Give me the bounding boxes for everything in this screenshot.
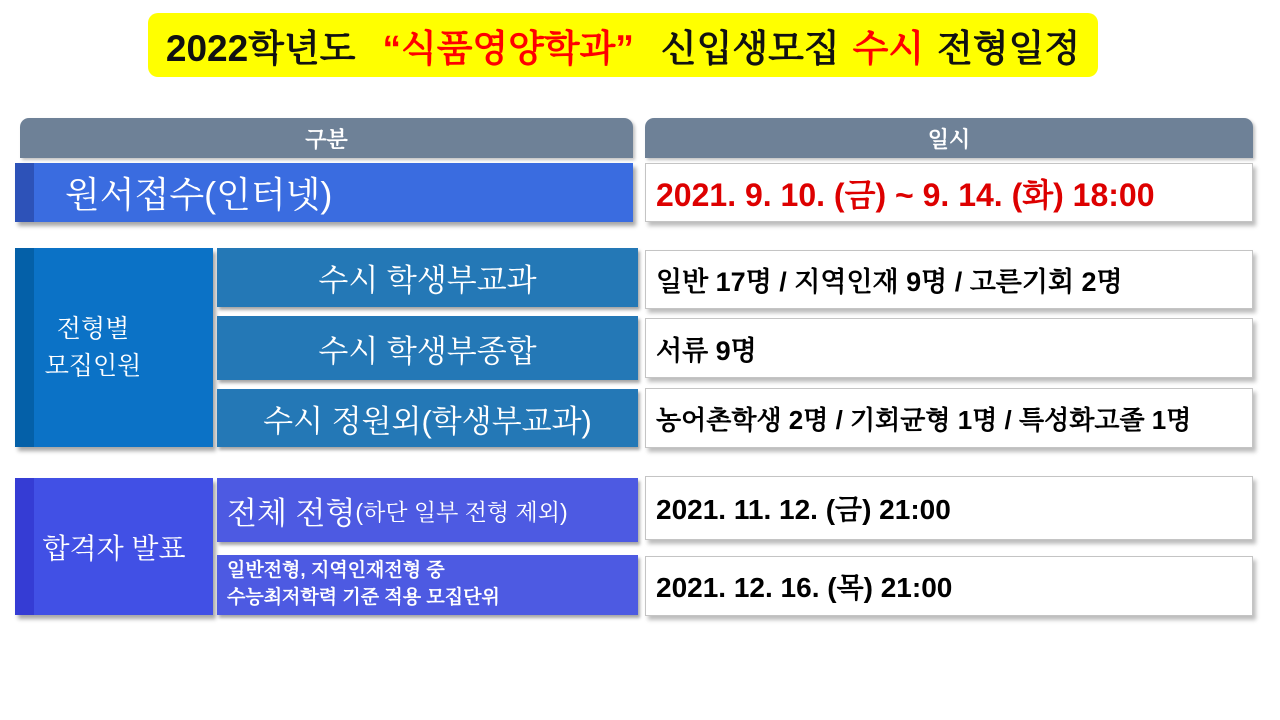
quota-row-jonghap-value: 서류 9명: [656, 335, 757, 366]
announce-left-stripe: [15, 478, 34, 615]
title-banner: [148, 13, 1098, 77]
title-segment-susi: 수시: [852, 28, 925, 69]
quota-group-cell: [15, 248, 213, 447]
announce-group-label: 합격자 발표: [42, 532, 186, 564]
title-segment-department: “식품영양학과”: [382, 28, 634, 69]
application-label: 원서접수(인터넷): [65, 174, 333, 215]
quota-row-jonghap-label: 수시 학생부종합: [217, 316, 638, 380]
announce-row-minimum-label: [227, 558, 500, 611]
quota-row-jungwonoe-value-cell: [645, 388, 1253, 448]
application-label-cell: [15, 163, 633, 222]
quota-row-jonghap-value-cell: [645, 318, 1253, 378]
announce-row-minimum-value: 2021. 12. 16. (목) 21:00: [656, 572, 953, 603]
announce-row-minimum-label-line2: 수능최저학력 기준 적용 모집단위: [227, 587, 500, 608]
quota-row-gyogwa-value: 일반 17명 / 지역인재 9명 / 고른기회 2명: [656, 267, 1123, 297]
announce-group-cell: [15, 478, 213, 615]
application-period-cell: [645, 163, 1253, 222]
quota-row-gyogwa-value-cell: [645, 250, 1253, 309]
title-segment-year: 2022학년도: [165, 28, 356, 69]
quota-group-label-line1: 전형별: [56, 315, 130, 344]
announce-row-minimum-value-cell: [645, 556, 1253, 616]
application-left-stripe: [15, 163, 34, 222]
application-period-value: 2021. 9. 10. (금) ~ 9. 14. (화) 18:00: [656, 176, 1155, 213]
announce-row-minimum-label-cell: [217, 555, 638, 615]
column-header-datetime: 일시: [645, 118, 1253, 158]
column-header-category: 구분: [20, 118, 633, 158]
announce-row-all-value: 2021. 11. 12. (금) 21:00: [656, 494, 951, 525]
announce-row-all-label-cell: [217, 478, 638, 542]
announce-row-minimum-label-line1: 일반전형, 지역인재전형 중: [227, 560, 445, 582]
announce-row-all-label-sub: (하단 일부 전형 제외): [355, 498, 568, 525]
quota-left-stripe: [15, 248, 34, 447]
quota-group-label-line2: 모집인원: [44, 351, 142, 380]
announce-row-all-label-main: 전체 전형: [227, 495, 356, 531]
title-segment-schedule: 전형일정: [937, 28, 1081, 69]
quota-row-gyogwa-label: 수시 학생부교과: [217, 248, 638, 307]
quota-row-jungwonoe-value: 농어촌학생 2명 / 기회균형 1명 / 특성화고졸 1명: [656, 404, 1192, 435]
title-segment-recruit: 신입생모집: [660, 28, 840, 69]
quota-row-jungwonoe-label: 수시 정원외(학생부교과): [217, 389, 638, 447]
announce-row-all-value-cell: [645, 476, 1253, 540]
